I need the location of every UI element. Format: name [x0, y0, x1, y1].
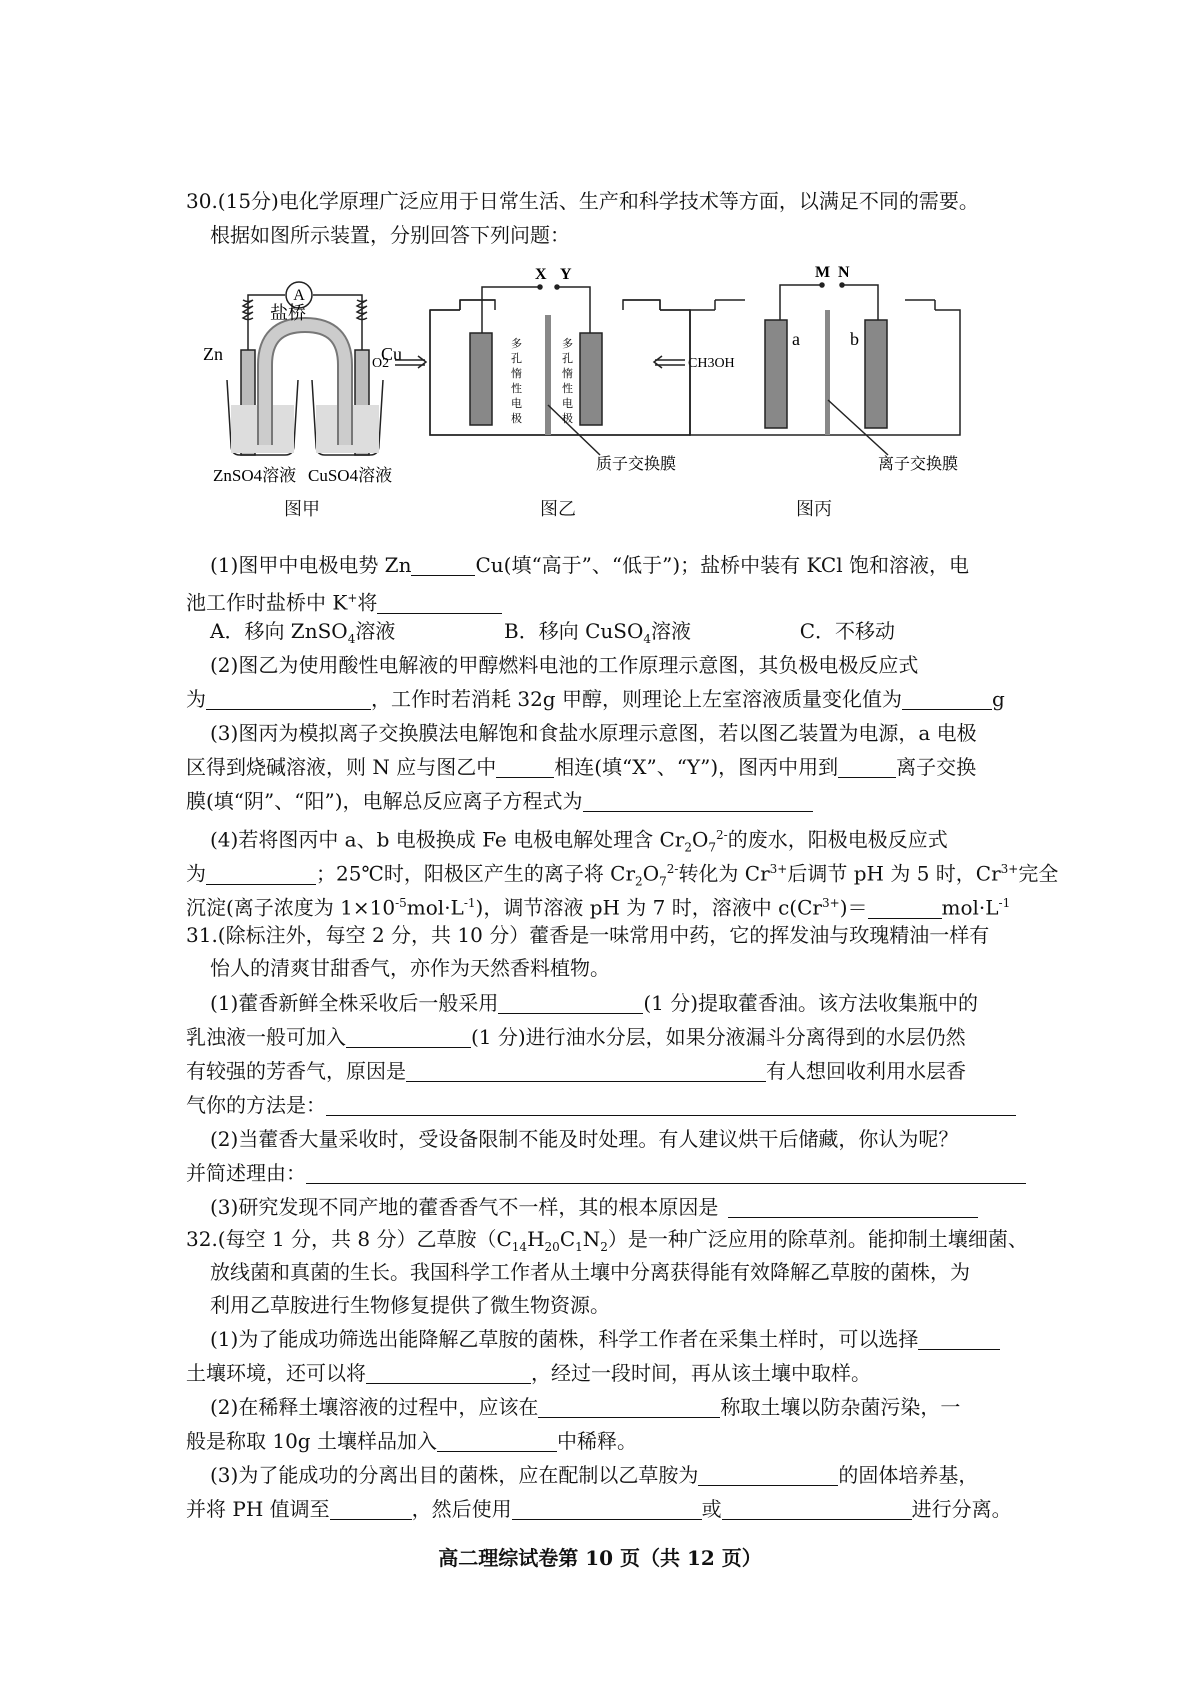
answer-blank[interactable] [496, 755, 554, 778]
answer-blank[interactable] [722, 1497, 912, 1520]
answer-blank[interactable] [902, 687, 992, 710]
option-a: A．移向 ZnSO$_4$溶液 [210, 619, 396, 646]
page-footer: 高二理综试卷第 10 页（共 12 页） [438, 1546, 762, 1570]
answer-blank[interactable] [330, 1497, 412, 1520]
q30-header: 30.(15分)电化学原理广泛应用于日常生活、生产和科学技术等方面，以满足不同的需要。 [186, 189, 979, 213]
q32-p3-line2: 并将 PH 值调至 ，然后使用 或 进行分离。 [186, 1497, 1012, 1521]
answer-blank[interactable] [868, 896, 942, 919]
m-label: M [815, 264, 831, 281]
q30-intro: 根据如图所示装置，分别回答下列问题： [210, 223, 570, 247]
cu-label: Cu [381, 344, 403, 364]
svg-text:多: 多 [511, 338, 522, 350]
svg-text:电: 电 [511, 398, 522, 410]
answer-blank[interactable] [437, 1429, 557, 1452]
q31-p2-line2: 并简述理由： [186, 1158, 1026, 1188]
answer-blank[interactable] [538, 1395, 720, 1418]
answer-blank[interactable] [698, 1463, 838, 1486]
q30-p4-line1: (4)若将图丙中 a、b 电极换成 Fe 电极电解处理含 $Cr_2O_7^{2-}$的废水，阳极电极反应式 [210, 827, 948, 855]
q30-p2-line1: (2)图乙为使用酸性电解液的甲醇燃料电池的工作原理示意图，其负极电极反应式 [210, 653, 919, 677]
answer-blank[interactable] [306, 1161, 1026, 1184]
answer-blank[interactable] [411, 553, 475, 576]
b-label: b [850, 329, 859, 349]
o2-label: O2 [372, 356, 390, 371]
q30-p1-line2: 池工作时盐桥中 K+将 [186, 583, 502, 618]
answer-blank[interactable] [326, 1093, 1016, 1116]
answer-blank[interactable] [406, 1059, 766, 1082]
svg-text:多: 多 [562, 338, 573, 350]
answer-blank[interactable] [512, 1497, 702, 1520]
answer-blank[interactable] [206, 687, 371, 710]
q30-p3-line3: 膜(填“阴”、“阳”)，电解总反应离子方程式为 [186, 786, 813, 816]
svg-text:惰: 惰 [511, 368, 522, 380]
y-label: Y [560, 266, 572, 283]
figure-row [0, 255, 1200, 525]
cuso4-label: CuSO4溶液 [308, 466, 393, 485]
ammeter-label: A [293, 287, 305, 304]
answer-blank[interactable] [366, 1361, 531, 1384]
q32-p3-line1: (3)为了能成功的分离出目的菌株，应在配制以乙草胺为 的固体培养基， [210, 1463, 979, 1487]
q31-p2-line1: (2)当藿香大量采收时，受设备限制不能及时处理。有人建议烘干后储藏，你认为呢？ [210, 1127, 959, 1151]
svg-text:惰: 惰 [562, 368, 573, 380]
q30-p4-line3: 沉淀(离子浓度为 $1\times 10^{-5}mol\cdot L^{-1}$)，调节溶液 pH 为 7 时，溶液中 $c(Cr^{3+})= mol\cdot L^{-1}$ [186, 895, 1011, 920]
answer-blank[interactable] [206, 862, 316, 885]
svg-text:孔: 孔 [511, 353, 522, 365]
q30-p1-line1: (1)图甲中电极电势 Zn Cu(填“高于”、“低于”)；盐桥中装有 KCl 饱和溶液，电 [210, 553, 969, 577]
q32-header: 32.(每空 1 分，共 8 分）乙草胺$(C_{14}H_{20}C_1N_2)$是一种广泛应用的除草剂。能抑制土壤细菌、 [186, 1227, 1028, 1254]
q31-p1-line1: (1)藿香新鲜全株采收后一般采用 (1 分)提取藿香油。该方法收集瓶中的 [210, 991, 979, 1015]
zn-label: Zn [203, 344, 223, 364]
answer-blank[interactable] [838, 755, 896, 778]
q32-p1-line2: 土壤环境，还可以将 ，经过一段时间，再从该土壤中取样。 [186, 1361, 871, 1385]
q30-options [210, 616, 895, 654]
svg-text:性: 性 [511, 383, 522, 395]
svg-text:电: 电 [562, 398, 573, 410]
answer-blank[interactable] [346, 1025, 471, 1048]
a-label: a [792, 329, 800, 349]
q32-p2-line2: 般是称取 10g 土壤样品加入 中稀释。 [186, 1429, 637, 1453]
ch3oh-label: CH3OH [688, 356, 735, 371]
q30-p3-line1: (3)图丙为模拟离子交换膜法电解饱和食盐水原理示意图，若以图乙装置为电源，a 电极 [210, 721, 977, 745]
znso4-label: ZnSO4溶液 [213, 466, 297, 485]
caption-jia: 图甲 [284, 499, 320, 520]
salt-bridge-label: 盐桥 [270, 303, 306, 323]
electrode-text-right [562, 337, 573, 425]
caption-yi: 图乙 [540, 499, 576, 520]
proton-membrane-label: 质子交换膜 [596, 456, 677, 473]
svg-text:极: 极 [562, 413, 573, 425]
answer-blank[interactable] [728, 1195, 978, 1218]
q31-p1-line2: 乳浊液一般可加入 (1 分)进行油水分层，如果分液漏斗分离得到的水层仍然 [186, 1025, 966, 1049]
q32-p2-line1: (2)在稀释土壤溶液的过程中，应该在 称取土壤以防杂菌污染，一 [210, 1395, 961, 1419]
svg-text:孔: 孔 [562, 353, 573, 365]
n-label: N [838, 264, 850, 281]
answer-blank[interactable] [918, 1327, 1000, 1350]
q31-header: 31.(除标注外，每空 2 分，共 10 分）藿香是一味常用中药，它的挥发油与玫瑰精油一样有 [186, 923, 990, 947]
q31-p3: (3)研究发现不同产地的藿香香气不一样，其的根本原因是 [210, 1192, 978, 1222]
svg-text:性: 性 [562, 383, 573, 395]
svg-text:极: 极 [511, 413, 522, 425]
electrode-text-left [511, 337, 522, 425]
ion-membrane-label: 离子交换膜 [878, 456, 959, 473]
x-label: X [535, 266, 547, 283]
q31-p1-line4: 气你的方法是： [186, 1090, 1016, 1120]
option-c: C．不移动 [799, 619, 896, 643]
q32-header2: 放线菌和真菌的生长。我国科学工作者从土壤中分离获得能有效降解乙草胺的菌株，为 [210, 1260, 970, 1284]
q32-p1-line1: (1)为了能成功筛选出能降解乙草胺的菌株，科学工作者在采集土样时，可以选择 [210, 1324, 1000, 1354]
q31-header2: 怡人的清爽甘甜香气，亦作为天然香料植物。 [210, 956, 610, 980]
answer-blank[interactable] [583, 789, 813, 812]
q32-header3: 利用乙草胺进行生物修复提供了微生物资源。 [210, 1293, 610, 1317]
q30-p2-line2: 为 ，工作时若消耗 32g 甲醇，则理论上左室溶液质量变化值为 g [186, 687, 1005, 711]
figure-yi [395, 285, 690, 455]
caption-bing: 图丙 [796, 499, 832, 520]
q30-p3-line2: 区得到烧碱溶液，则 N 应与图乙中 相连(填“X”、“Y”)，图丙中用到 离子交换 [186, 755, 977, 779]
answer-blank[interactable] [498, 991, 643, 1014]
option-b: B．移向 CuSO$_4$溶液 [504, 619, 692, 646]
q31-p1-line3: 有较强的芳香气，原因是 有人想回收利用水层香 [186, 1059, 966, 1083]
answer-blank[interactable] [377, 591, 502, 614]
q30-p4-line2: 为 ；25℃时，阳极区产生的离子将 $Cr_2O_7^{2-}$转化为 $Cr^{3+}$后调节 pH 为 5 时，$Cr^{3+}$完全 [186, 861, 1059, 889]
